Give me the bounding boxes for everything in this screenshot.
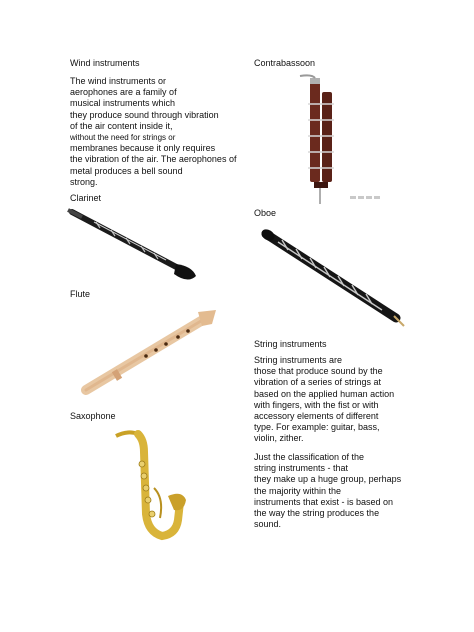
oboe-image xyxy=(258,226,408,330)
saxophone-label: Saxophone xyxy=(70,411,116,421)
wind-line: metal produces a bell sound xyxy=(70,165,183,176)
wind-instruments-heading: Wind instruments xyxy=(70,58,140,68)
wind-line: membranes because it only requires xyxy=(70,143,216,154)
wind-line: aerophones are a family of xyxy=(70,87,177,98)
flute-label: Flute xyxy=(70,289,91,299)
wind-instruments-paragraph xyxy=(70,76,240,188)
oboe-label: Oboe xyxy=(254,208,277,218)
clarinet-label: Clarinet xyxy=(70,193,102,203)
wind-line: of the air content inside it, xyxy=(70,120,173,131)
saxophone-image xyxy=(108,428,188,548)
flute-image xyxy=(78,306,218,398)
contrabassoon-label: Contrabassoon xyxy=(254,58,316,68)
wind-line: musical instruments which xyxy=(70,98,176,109)
wind-line: they produce sound through vibration xyxy=(70,109,219,120)
string-instruments-paragraph-1: String instruments are those that produce sound by the vibration of a series of strings at based on the applied human action with fingers, with the fist or with accessory elements of different type. For example: guitar, bass, violin, zither. xyxy=(254,355,395,444)
contrabassoon-image xyxy=(292,74,384,206)
wind-line: strong. xyxy=(70,176,98,187)
wind-line: without the need for strings or xyxy=(70,133,176,143)
wind-line: The wind instruments or xyxy=(70,76,167,86)
string-instruments-paragraph-2: Just the classification of the string instruments - that they make up a huge group, perhaps the majority within the instruments that exist - is based on the way the string produces the sound. xyxy=(254,452,402,530)
clarinet-image xyxy=(66,208,202,284)
wind-line: the vibration of the air. The aerophones of xyxy=(70,154,237,165)
string-instruments-heading: String instruments xyxy=(254,339,327,349)
